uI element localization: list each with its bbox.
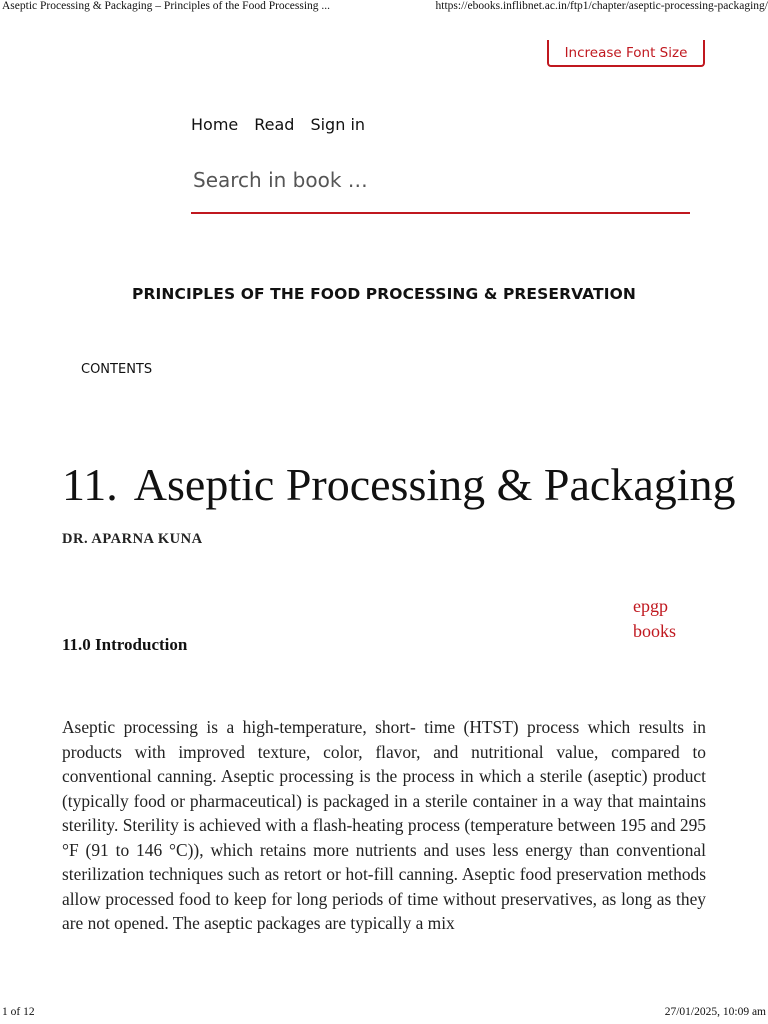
print-header-title: Aseptic Processing & Packaging – Principles of the Food Processing ... [2, 0, 331, 12]
search-input[interactable] [191, 158, 690, 202]
page-count: 1 of 12 [2, 1006, 35, 1018]
print-header-url: https://ebooks.inflibnet.ac.in/ftp1/chapter/aseptic-processing-packaging/ [435, 0, 768, 12]
logo-line-1: epgp [633, 596, 668, 616]
chapter-title [62, 458, 736, 511]
chapter-number: 11. [62, 459, 118, 510]
nav-sign-in-link[interactable]: Sign in [310, 115, 366, 134]
logo-line-2: books [633, 621, 677, 641]
search-box [191, 152, 690, 214]
print-datetime: 27/01/2025, 10:09 am [664, 1006, 766, 1018]
nav-read-link[interactable]: Read [254, 115, 295, 134]
print-header [0, 0, 768, 16]
print-footer [0, 1006, 768, 1024]
contents-link[interactable]: CONTENTS [81, 362, 153, 377]
increase-font-size-button[interactable]: Increase Font Size [547, 40, 705, 67]
main-nav [191, 115, 365, 134]
book-title[interactable]: PRINCIPLES OF THE FOOD PROCESSING & PRESERVATION [132, 285, 636, 303]
epgp-books-logo [633, 594, 693, 644]
section-heading: 11.0 Introduction [62, 635, 188, 654]
chapter-title-text: Aseptic Processing & Packaging [133, 459, 736, 510]
chapter-author: DR. APARNA KUNA [62, 531, 203, 547]
intro-paragraph: Aseptic processing is a high-temperature, short- time (HTST) process which results in products with improved texture, color, flavor, and nutritional value, compared to conventional canning. Aseptic processing is the process in which a sterile (aseptic) product (typically food or pharmaceutical) is packaged in a sterile container in a way that maintains sterility. Sterility is achieved with a flash-heating process (temperature between 195 and 295 °F (91 to 146 °C)), which retains more nutrients and uses less energy than conventional sterilization techniques such as retort or hot-fill canning. Aseptic food preservation methods allow processed food to keep for long periods of time without preservatives, as long as they are not opened. The aseptic packages are typically a mix [62, 717, 706, 933]
nav-home-link[interactable]: Home [191, 115, 239, 134]
